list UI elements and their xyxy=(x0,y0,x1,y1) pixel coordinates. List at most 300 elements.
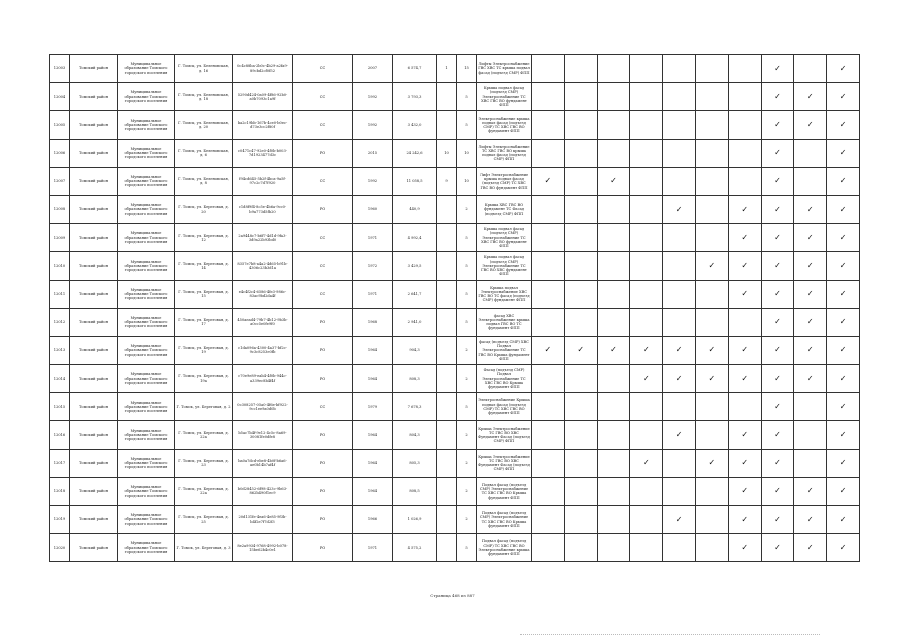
checkmark-icon: ✓ xyxy=(774,204,781,214)
checkmark-icon: ✓ xyxy=(806,260,814,270)
checkmark-icon: ✓ xyxy=(774,345,781,355)
type-cell: СС xyxy=(293,55,353,83)
guid-cell: f94cd645-5b2f-4bca-9a5f-97c2c7d7f920 xyxy=(233,167,293,195)
row-number: 12012 xyxy=(50,308,70,336)
check-cell xyxy=(532,252,565,280)
owner-cell: Муниципальное образование Томского городского поселения xyxy=(118,449,175,477)
check-cell xyxy=(630,195,663,223)
check-cell xyxy=(564,280,597,308)
count-b-cell: 2 xyxy=(457,195,477,223)
count-b-cell: 2 xyxy=(457,421,477,449)
address-cell: Г. Томск, ул. Беленовская, д. 18 xyxy=(175,83,233,111)
check-cell xyxy=(630,393,663,421)
district-cell: Томский район xyxy=(70,393,118,421)
check-cell xyxy=(663,224,696,252)
check-cell xyxy=(827,224,860,252)
works-cell: Крыша подвал фасад (подъезд СМР) Электроснабжение ТС ХВС ГВС ВО фундамент ФПП xyxy=(477,83,532,111)
check-cell xyxy=(761,449,794,477)
checkmark-icon: ✓ xyxy=(708,260,716,270)
row-number: 12005 xyxy=(50,111,70,139)
checkmark-icon: ✓ xyxy=(839,401,847,411)
area-cell: 805,3 xyxy=(393,449,437,477)
owner-cell: Муниципальное образование Томского городского поселения xyxy=(118,139,175,167)
works-cell: фасад ХВС Электроснабжение крыша подвал ГВС ВО ТС фундамент ФПП xyxy=(477,308,532,336)
works-cell: Электроснабжение крыша подвал фасад (подъезд СМР) ТС ХВС ГВС ВО фундамент ФПП xyxy=(477,111,532,139)
checkmark-icon: ✓ xyxy=(839,260,847,270)
check-cell xyxy=(695,506,728,534)
checkmark-icon: ✓ xyxy=(839,430,847,440)
address-cell: Г. Томск, ул. Береговая, д. 19а xyxy=(175,365,233,393)
check-cell xyxy=(564,365,597,393)
checkmark-icon: ✓ xyxy=(806,91,814,101)
row-number: 12017 xyxy=(50,449,70,477)
scan-artifact xyxy=(520,634,820,638)
owner-cell: Муниципальное образование Томского городского поселения xyxy=(118,336,175,364)
type-cell: СС xyxy=(293,111,353,139)
year-cell: 1972 xyxy=(353,252,393,280)
checkmark-icon: ✓ xyxy=(741,430,749,440)
checkmark-icon: ✓ xyxy=(741,260,749,270)
count-b-cell: 5 xyxy=(457,111,477,139)
check-cell xyxy=(564,167,597,195)
check-cell xyxy=(827,393,860,421)
check-cell xyxy=(532,477,565,505)
check-cell xyxy=(564,534,597,562)
row-number: 12020 xyxy=(50,534,70,562)
count-b-cell: 15 xyxy=(457,55,477,83)
check-cell xyxy=(597,280,630,308)
district-cell: Томский район xyxy=(70,477,118,505)
count-a-cell xyxy=(437,506,457,534)
check-cell xyxy=(827,139,860,167)
check-cell xyxy=(663,55,696,83)
check-cell xyxy=(663,139,696,167)
checkmark-icon: ✓ xyxy=(774,458,781,468)
check-cell xyxy=(663,393,696,421)
checkmark-icon: ✓ xyxy=(774,232,781,242)
checkmark-icon: ✓ xyxy=(741,204,749,214)
check-cell xyxy=(761,55,794,83)
checkmark-icon: ✓ xyxy=(741,345,749,355)
year-cell: 1992 xyxy=(353,167,393,195)
check-cell xyxy=(532,280,565,308)
check-cell xyxy=(827,477,860,505)
year-cell: 2007 xyxy=(353,55,393,83)
checkmark-icon: ✓ xyxy=(806,204,814,214)
owner-cell: Муниципальное образование Томского городского поселения xyxy=(118,393,175,421)
check-cell xyxy=(597,534,630,562)
count-a-cell xyxy=(437,195,457,223)
checkmark-icon: ✓ xyxy=(806,232,814,242)
check-cell xyxy=(794,280,827,308)
checkmark-icon: ✓ xyxy=(774,514,781,524)
district-cell: Томский район xyxy=(70,224,118,252)
type-cell: РО xyxy=(293,534,353,562)
year-cell: 1960 xyxy=(353,195,393,223)
checkmark-icon: ✓ xyxy=(741,289,749,299)
count-b-cell: 2 xyxy=(457,506,477,534)
checkmark-icon: ✓ xyxy=(839,514,847,524)
table-row xyxy=(50,167,860,195)
check-cell xyxy=(597,477,630,505)
count-b-cell: 10 xyxy=(457,139,477,167)
check-cell xyxy=(597,308,630,336)
check-cell xyxy=(663,195,696,223)
check-cell xyxy=(630,83,663,111)
count-a-cell xyxy=(437,308,457,336)
check-cell xyxy=(794,477,827,505)
check-cell xyxy=(663,308,696,336)
count-b-cell: 2 xyxy=(457,477,477,505)
checkmark-icon: ✓ xyxy=(675,204,683,214)
row-number: 12016 xyxy=(50,421,70,449)
check-cell xyxy=(630,506,663,534)
checkmark-icon: ✓ xyxy=(806,486,814,496)
check-cell xyxy=(695,195,728,223)
check-cell xyxy=(663,280,696,308)
count-a-cell: 9 xyxy=(437,167,457,195)
check-cell xyxy=(564,421,597,449)
address-cell: Г. Томск, ул. Береговая, д. 22а xyxy=(175,477,233,505)
year-cell: 1964 xyxy=(353,365,393,393)
check-cell xyxy=(695,55,728,83)
type-cell: РО xyxy=(293,421,353,449)
check-cell xyxy=(532,393,565,421)
type-cell: РО xyxy=(293,477,353,505)
check-cell xyxy=(630,449,663,477)
count-b-cell: 5 xyxy=(457,252,477,280)
check-cell xyxy=(597,167,630,195)
type-cell: СС xyxy=(293,83,353,111)
works-cell: Лифты Электроснабжение ТС ХВС ГВС ВО крыша подвал фасад (подъезд СМР) ФПП xyxy=(477,139,532,167)
checkmark-icon: ✓ xyxy=(642,373,650,383)
checkmark-icon: ✓ xyxy=(839,148,847,158)
works-cell: Крыша Электроснабжение ТС ГВС ВО ХВС Фундамент Фасад (подъезд СМР) ФПП xyxy=(477,449,532,477)
check-cell xyxy=(695,477,728,505)
check-cell xyxy=(794,83,827,111)
table-row xyxy=(50,477,860,505)
row-number: 12019 xyxy=(50,506,70,534)
count-b-cell: 5 xyxy=(457,393,477,421)
check-cell xyxy=(630,477,663,505)
check-cell xyxy=(728,477,761,505)
check-cell xyxy=(597,139,630,167)
area-cell: 808,5 xyxy=(393,477,437,505)
owner-cell: Муниципальное образование Томского городского поселения xyxy=(118,252,175,280)
year-cell: 1968 xyxy=(353,308,393,336)
checkmark-icon: ✓ xyxy=(839,317,847,327)
check-cell xyxy=(827,252,860,280)
address-cell: Г. Томск, ул. Береговая, д. 2 xyxy=(175,393,233,421)
area-cell: 440,9 xyxy=(393,195,437,223)
year-cell: 1992 xyxy=(353,83,393,111)
count-b-cell: 5 xyxy=(457,280,477,308)
guid-cell: e4c4f2c4-6586-4fe3-986c-83ac9bd2da4f xyxy=(233,280,293,308)
check-cell xyxy=(728,365,761,393)
checkmark-icon: ✓ xyxy=(741,458,749,468)
checkmark-icon: ✓ xyxy=(839,542,847,552)
check-cell xyxy=(597,111,630,139)
check-cell xyxy=(597,365,630,393)
area-cell: 3 429,5 xyxy=(393,252,437,280)
count-b-cell: 2 xyxy=(457,365,477,393)
check-cell xyxy=(564,83,597,111)
checkmark-icon: ✓ xyxy=(839,63,847,73)
row-number: 12013 xyxy=(50,336,70,364)
checkmark-icon: ✓ xyxy=(839,373,847,383)
check-cell xyxy=(597,83,630,111)
owner-cell: Муниципальное образование Томского городского поселения xyxy=(118,365,175,393)
count-b-cell: 2 xyxy=(457,336,477,364)
check-cell xyxy=(597,506,630,534)
count-b-cell: 5 xyxy=(457,224,477,252)
check-cell xyxy=(794,506,827,534)
check-cell xyxy=(761,252,794,280)
checkmark-icon: ✓ xyxy=(642,458,650,468)
check-cell xyxy=(630,55,663,83)
check-cell xyxy=(597,393,630,421)
check-cell xyxy=(630,308,663,336)
check-cell xyxy=(564,55,597,83)
check-cell xyxy=(564,308,597,336)
check-cell xyxy=(532,195,565,223)
area-cell: 3 432,0 xyxy=(393,111,437,139)
district-cell: Томский район xyxy=(70,139,118,167)
count-b-cell: 5 xyxy=(457,83,477,111)
check-cell xyxy=(630,252,663,280)
district-cell: Томский район xyxy=(70,167,118,195)
check-cell xyxy=(728,506,761,534)
check-cell xyxy=(761,308,794,336)
check-cell xyxy=(630,167,663,195)
check-cell xyxy=(728,308,761,336)
district-cell: Томский район xyxy=(70,534,118,562)
guid-cell: c0471c47-92e0-4f0b-b003-7d1923477d3c xyxy=(233,139,293,167)
check-cell xyxy=(794,534,827,562)
check-cell xyxy=(630,534,663,562)
check-cell xyxy=(663,167,696,195)
check-cell xyxy=(728,421,761,449)
type-cell: РО xyxy=(293,308,353,336)
check-cell xyxy=(761,83,794,111)
checkmark-icon: ✓ xyxy=(774,373,781,383)
address-cell: Г. Томск, ул. Береговая, д. 3 xyxy=(175,534,233,562)
checkmark-icon: ✓ xyxy=(774,430,781,440)
register-table-body xyxy=(50,55,860,562)
row-number: 12004 xyxy=(50,83,70,111)
check-cell xyxy=(761,421,794,449)
check-cell xyxy=(532,336,565,364)
year-cell: 1971 xyxy=(353,280,393,308)
table-row xyxy=(50,280,860,308)
address-cell: Г. Томск, ул. Береговая, д. 15 xyxy=(175,280,233,308)
check-cell xyxy=(728,280,761,308)
check-cell xyxy=(827,83,860,111)
checkmark-icon: ✓ xyxy=(774,542,781,552)
check-cell xyxy=(761,280,794,308)
owner-cell: Муниципальное образование Томского городского поселения xyxy=(118,111,175,139)
check-cell xyxy=(728,83,761,111)
check-cell xyxy=(663,506,696,534)
count-a-cell xyxy=(437,393,457,421)
check-cell xyxy=(794,224,827,252)
checkmark-icon: ✓ xyxy=(806,289,814,299)
count-b-cell: 10 xyxy=(457,167,477,195)
district-cell: Томский район xyxy=(70,421,118,449)
check-cell xyxy=(597,55,630,83)
table-row xyxy=(50,139,860,167)
count-a-cell xyxy=(437,421,457,449)
works-cell: Подвал фасад (подъезд СМР) Электроснабжение ТС ХВС ГВС ВО Крыша фундамент ФПП xyxy=(477,506,532,534)
check-cell xyxy=(564,224,597,252)
address-cell: Г. Томск, ул. Береговая, д. 22а xyxy=(175,421,233,449)
year-cell: 1979 xyxy=(353,393,393,421)
area-cell: 1 026,9 xyxy=(393,506,437,534)
count-a-cell xyxy=(437,111,457,139)
checkmark-icon: ✓ xyxy=(675,430,683,440)
owner-cell: Муниципальное образование Томского городского поселения xyxy=(118,55,175,83)
check-cell xyxy=(827,534,860,562)
check-cell xyxy=(827,449,860,477)
guid-cell: 2a9448c7-b6f7-4d1d-9fa3-3d9a22b93bd0 xyxy=(233,224,293,252)
check-cell xyxy=(630,336,663,364)
area-cell: 904,3 xyxy=(393,336,437,364)
check-cell xyxy=(794,167,827,195)
checkmark-icon: ✓ xyxy=(642,345,650,355)
guid-cell: c1da096a-4300-4a37-bf2c-9c3c8253e0fb xyxy=(233,336,293,364)
check-cell xyxy=(630,224,663,252)
row-number: 12018 xyxy=(50,477,70,505)
check-cell xyxy=(761,477,794,505)
row-number: 12006 xyxy=(50,139,70,167)
check-cell xyxy=(695,224,728,252)
check-cell xyxy=(663,365,696,393)
check-cell xyxy=(564,506,597,534)
check-cell xyxy=(564,477,597,505)
check-cell xyxy=(728,111,761,139)
check-cell xyxy=(532,83,565,111)
count-b-cell: 5 xyxy=(457,534,477,562)
check-cell xyxy=(532,111,565,139)
check-cell xyxy=(630,421,663,449)
checkmark-icon: ✓ xyxy=(839,289,847,299)
district-cell: Томский район xyxy=(70,55,118,83)
check-cell xyxy=(695,308,728,336)
district-cell: Томский район xyxy=(70,252,118,280)
year-cell: 1964 xyxy=(353,421,393,449)
checkmark-icon: ✓ xyxy=(839,176,847,186)
district-cell: Томский район xyxy=(70,506,118,534)
check-cell xyxy=(630,139,663,167)
check-cell xyxy=(695,167,728,195)
count-a-cell xyxy=(437,224,457,252)
guid-cell: b0d28452-6f98-423c-9b63-862b490f1ec9 xyxy=(233,477,293,505)
address-cell: Г. Томск, ул. Беленовская, д. 20 xyxy=(175,111,233,139)
area-cell: 2 941,0 xyxy=(393,308,437,336)
type-cell: РО xyxy=(293,139,353,167)
checkmark-icon: ✓ xyxy=(741,514,749,524)
checkmark-icon: ✓ xyxy=(839,204,847,214)
register-table xyxy=(49,54,860,562)
table-row xyxy=(50,55,860,83)
checkmark-icon: ✓ xyxy=(708,458,716,468)
check-cell xyxy=(532,421,565,449)
checkmark-icon: ✓ xyxy=(774,176,781,186)
checkmark-icon: ✓ xyxy=(806,542,814,552)
year-cell: 1971 xyxy=(353,534,393,562)
address-cell: Г. Томск, ул. Береговая, д. 14 xyxy=(175,252,233,280)
guid-cell: 5290d424-0a09-4f86-92b0-a0b7093c1a9f xyxy=(233,83,293,111)
type-cell: СС xyxy=(293,280,353,308)
check-cell xyxy=(827,111,860,139)
count-a-cell xyxy=(437,449,457,477)
check-cell xyxy=(761,167,794,195)
guid-cell: 450aead4-79b7-4b12-9b3b-a0cc5e0fe9f0 xyxy=(233,308,293,336)
check-cell xyxy=(663,252,696,280)
works-cell: Электроснабжение Крыша подвал фасад (подъезд СМР) ТС ХВС ГВС ВО фундамент ФПП xyxy=(477,393,532,421)
check-cell xyxy=(794,393,827,421)
checkmark-icon: ✓ xyxy=(839,91,847,101)
year-cell: 1992 xyxy=(353,111,393,139)
check-cell xyxy=(532,139,565,167)
guid-cell: c1d8f9f4-8c5e-4b6a-9cc0-b9a773d5fb20 xyxy=(233,195,293,223)
check-cell xyxy=(564,252,597,280)
area-cell: 804,3 xyxy=(393,421,437,449)
district-cell: Томский район xyxy=(70,449,118,477)
checkmark-icon: ✓ xyxy=(774,119,781,129)
check-cell xyxy=(728,167,761,195)
type-cell: РО xyxy=(293,365,353,393)
check-cell xyxy=(794,195,827,223)
checkmark-icon: ✓ xyxy=(774,289,781,299)
district-cell: Томский район xyxy=(70,83,118,111)
row-number: 12010 xyxy=(50,252,70,280)
check-cell xyxy=(761,365,794,393)
table-row xyxy=(50,224,860,252)
address-cell: Г. Томск, ул. Беленовская, д. 8 xyxy=(175,167,233,195)
checkmark-icon: ✓ xyxy=(708,345,716,355)
works-cell: Крыша подвал Электроснабжение ХВС ГВС ВО ТС фасад (подъезд СМР) фундамент ФПП xyxy=(477,280,532,308)
check-cell xyxy=(827,308,860,336)
owner-cell: Муниципальное образование Томского городского поселения xyxy=(118,83,175,111)
year-cell: 1964 xyxy=(353,477,393,505)
check-cell xyxy=(761,506,794,534)
check-cell xyxy=(794,449,827,477)
area-cell: 24 242,6 xyxy=(393,139,437,167)
checkmark-icon: ✓ xyxy=(610,345,617,355)
check-cell xyxy=(597,336,630,364)
check-cell xyxy=(827,336,860,364)
district-cell: Томский район xyxy=(70,365,118,393)
check-cell xyxy=(564,449,597,477)
check-cell xyxy=(597,449,630,477)
address-cell: Г. Томск, ул. Береговая, д. 25 xyxy=(175,506,233,534)
owner-cell: Муниципальное образование Томского городского поселения xyxy=(118,506,175,534)
district-cell: Томский район xyxy=(70,280,118,308)
check-cell xyxy=(827,55,860,83)
check-cell xyxy=(564,195,597,223)
type-cell: СС xyxy=(293,224,353,252)
owner-cell: Муниципальное образование Томского городского поселения xyxy=(118,280,175,308)
check-cell xyxy=(695,111,728,139)
check-cell xyxy=(728,336,761,364)
works-cell: Лифты Электроснабжение ГВС ХВС ТС крыша подвал фасад (подъезд СМР) ФПП xyxy=(477,55,532,83)
check-cell xyxy=(827,280,860,308)
type-cell: РО xyxy=(293,449,353,477)
address-cell: Г. Томск, ул. Беленовская, д. 6 xyxy=(175,139,233,167)
area-cell: 11 058,5 xyxy=(393,167,437,195)
owner-cell: Муниципальное образование Томского городского поселения xyxy=(118,421,175,449)
